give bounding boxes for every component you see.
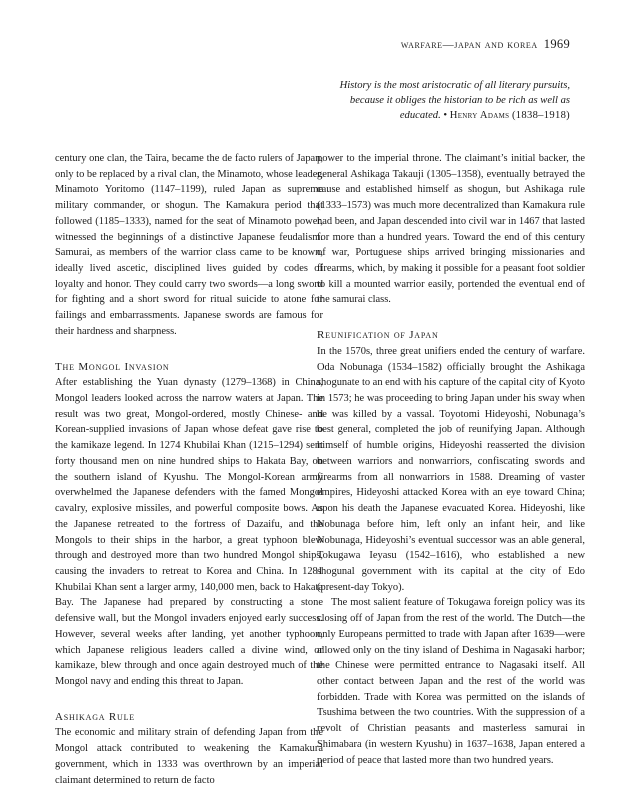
tokugawa-policy-paragraph: The most salient feature of Tokugawa foreign policy was its closing off of Japan from the rest of the world. The Dutch—the only Europeans permitted to trade with Japan after 1639—were allowed only on the tiny island of Deshima in Nagasaki harbor; the Chinese were permitted entrance to Nagasaki itself. All other contact between Japan and the rest of the world was forbidden. Trade with Korea was permitted on the islands of Tsushima between the two countries. With the suppression of a revolt of Christian peasants and masterless samurai in Shimabara (in western Kyushu) in 1637–1638, Japan entered a period of peace that lasted more than two hundred years.: [317, 597, 585, 766]
section-heading-reunification: Reunification of Japan: [317, 329, 439, 342]
epigraph-author: Henry Adams: [449, 110, 510, 121]
running-head: [401, 37, 570, 52]
ashikaga-rule-paragraph: The economic and military strain of defending Japan from the Mongol attack contributed to weakening the Kamakura government, which in 1333 was overthrown by an imperial claimant determined to return de facto: [55, 727, 323, 786]
section-heading-ashikaga-rule: Ashikaga Rule: [55, 710, 135, 723]
epigraph-quote: History is the most aristocratic of all literary pursuits, because it obliges the historian to be rich as well as educated.: [339, 80, 570, 121]
left-column: [55, 151, 323, 788]
running-title: warfare—japan and korea: [400, 39, 538, 51]
epigraph-bullet: •: [443, 110, 448, 121]
ashikaga-continued-paragraph: power to the imperial throne. The claimant’s initial backer, the general Ashikaga Takauji (1305–1358), eventually betrayed the cause and established himself as shogun, but Ashikaga rule (1333–1573) was much more decentralized than Kamakura rule had been, and Japan descended into civil war in 1467 that lasted for more than a hundred years. Toward the end of this century of war, Portuguese ships arrived bringing missionaries and firearms, which, by making it possible for a peasant foot soldier to kill a mounted warrior easily, portended the eventual end of the samurai class.: [317, 153, 585, 306]
section-heading-mongol-invasion: The Mongol Invasion: [55, 360, 170, 373]
epigraph-dates: (1838–1918): [511, 110, 570, 121]
intro-paragraph: century one clan, the Taira, became the de facto rulers of Japan, only to be replaced by a rival clan, the Minamoto, whose leader, Minamoto Yoritomo (1147–1199), ruled Japan as supreme military commander, or shogun. The Kamakura period that followed (1185–1333), named for the seat of Minamoto power, witnessed the beginnings of a distinctive Japanese feudalism. Samurai, as members of the warrior class came to be known, ideally lived ascetic, disciplined lives guided by codes of loyalty and honor. They could carry two swords—a long sword for fighting and a short sword for ritual suicide to atone for failings and embarrassments. Japanese swords are famous for their hardness and sharpness.: [55, 153, 323, 337]
mongol-invasion-paragraph: After establishing the Yuan dynasty (1279–1368) in China, Mongol leaders looked across the narrow waters at Japan. The result was two great, Mongol-ordered, mostly Chinese- and Korean-supplied invasions of Japan whose defeat gave rise to the kamikaze legend. In 1274 Khubilai Khan (1215–1294) sent forty thousand men on nine hundred ships to Hakata Bay, on the southern island of Kyushu. The Mongol-Korean army overwhelmed the Japanese defenders with the famed Mongol cavalry, explosive missiles, and powerful composite bows. As the Japanese retreated to the fortress of Dazaifu, and the Mongols to their ships in the harbor, a great typhoon blew through and destroyed more than two hundred Mongol ships, causing the invaders to retreat to Korea and China. In 1281 Khubilai Khan sent a larger army, 140,000 men, back to Hakata Bay. The Japanese had prepared by constructing a stone defensive wall, but the Mongol invaders enjoyed early success. However, several weeks after landing, yet another typhoon, which Japanese religious leaders called a divine wind, or kamikaze, blew through and once again destroyed much of the Mongol navy and ending this threat to Japan.: [55, 377, 323, 687]
epigraph: [310, 78, 570, 123]
page-number: 1969: [543, 37, 570, 51]
right-column: [317, 151, 585, 768]
reunification-paragraph: In the 1570s, three great unifiers ended the century of warfare. Oda Nobunaga (1534–1582) officially brought the Ashikaga shogunate to an end with his capture of the capital city of Kyoto in 1573; he was proceeding to bring Japan under his sway when he was killed by a vassal. Toyotomi Hideyoshi, Nobunaga’s best general, completed the job of reunifying Japan. Although himself of humble origins, Hideyoshi reasserted the division between warriors and nonwarriors, confiscating swords and firearms from all nonwarriors in 1588. Dreaming of vaster empires, Hideyoshi attacked Korea with an eye toward China; upon his death the Japanese evacuated Korea. Hideyoshi, like Nobunaga before him, left only an infant heir, and like Nobunaga, Hideyoshi’s eventual successor was an able general, Tokugawa Ieyasu (1542–1616), who established a new shogunal government with its capital at the city of Edo (present-day Tokyo).: [317, 345, 585, 593]
